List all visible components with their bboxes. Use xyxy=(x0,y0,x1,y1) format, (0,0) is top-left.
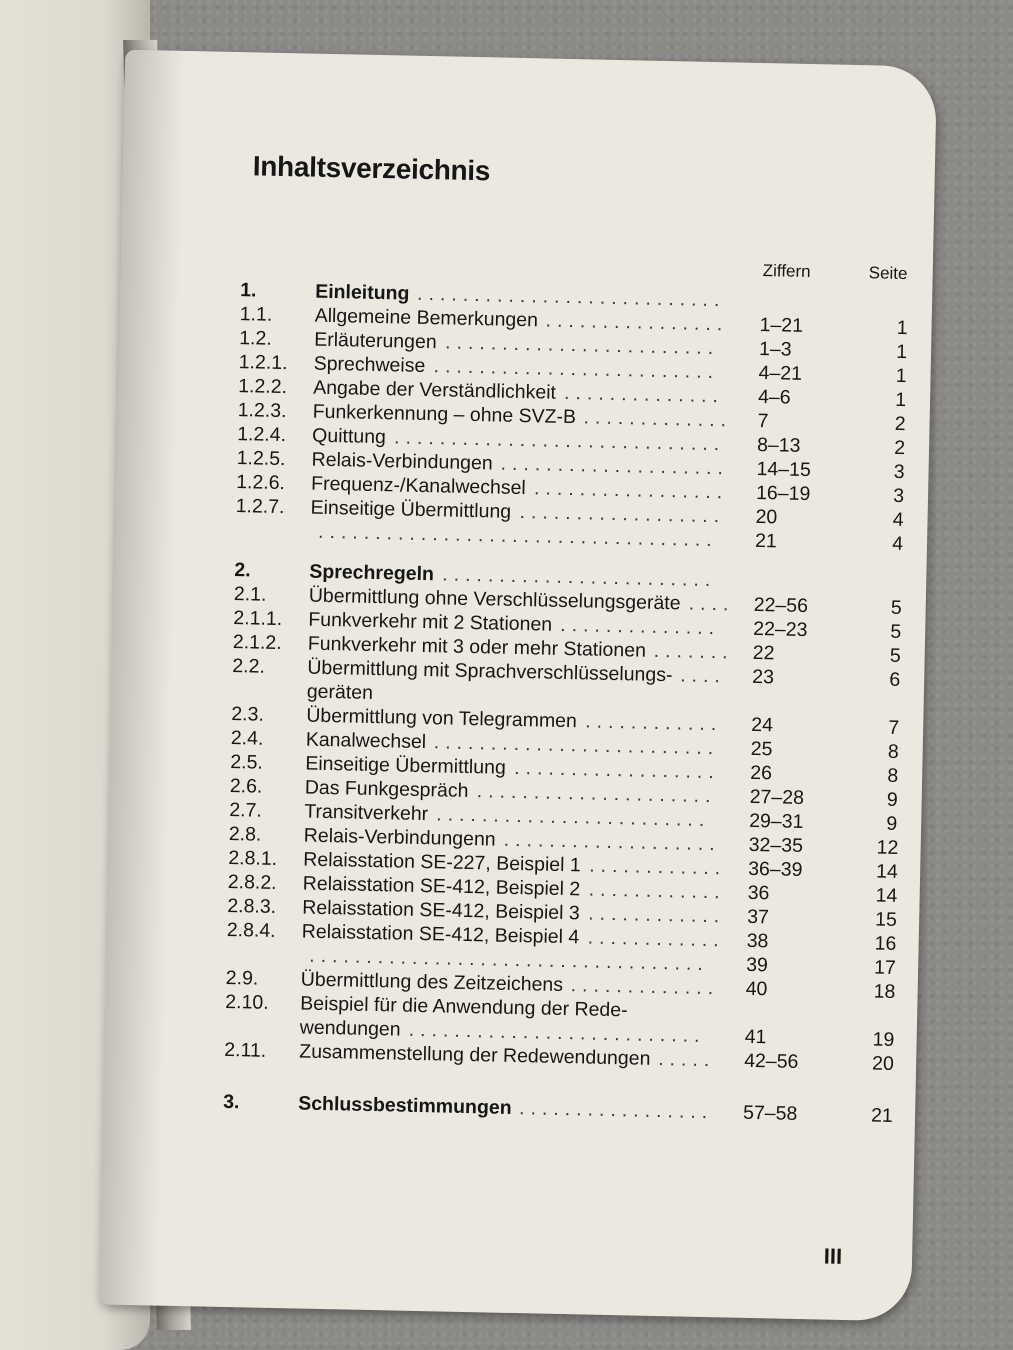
toc-entry-seite: 17 xyxy=(873,956,897,979)
leader-dots: ......................... xyxy=(433,731,720,760)
toc-entry-number: 2.4. xyxy=(230,727,264,750)
toc-entry-seite: 8 xyxy=(887,764,899,787)
toc-entry-seite: 1 xyxy=(895,340,908,364)
toc-entry-number: 1.2.3. xyxy=(237,399,287,423)
toc-entry-seite: 16 xyxy=(874,932,897,955)
toc-entry-ziffer: 16–19 xyxy=(755,481,811,506)
toc-entry-label: Relaisstation SE-412, Beispiel 2 xyxy=(302,872,581,901)
toc-entry-seite: 5 xyxy=(890,620,902,644)
toc-entry-ziffer: 4–21 xyxy=(758,361,803,385)
toc-entry-ziffer: 32–35 xyxy=(748,833,804,857)
toc-entry-ziffer: 36–39 xyxy=(747,857,803,881)
toc-entry-label: Erläuterungen xyxy=(313,328,437,354)
toc-entry-label: Übermittlung von Telegrammen xyxy=(306,704,578,733)
toc-entry-seite: 2 xyxy=(894,412,906,436)
toc-list xyxy=(103,276,932,1129)
toc-entry-label: Übermittlung mit Sprachverschlüsselungs- xyxy=(307,656,673,687)
page-content xyxy=(99,50,937,1322)
toc-entry-number: 2.1.1. xyxy=(233,607,283,631)
toc-entry-number: 1.2.1. xyxy=(238,351,288,375)
toc-entry-seite: 6 xyxy=(889,668,901,692)
toc-entry-number: 1.2.5. xyxy=(236,447,286,471)
toc-entry-ziffer: 7 xyxy=(757,409,769,433)
toc-entry-ziffer: 23 xyxy=(752,665,775,689)
column-header-seite: Seite xyxy=(868,263,908,284)
toc-entry-ziffer: 25 xyxy=(750,737,773,761)
toc-entry-number: 2.1. xyxy=(233,583,267,606)
toc-entry-label: Angabe der Verständlichkeit xyxy=(312,376,557,404)
toc-entry-ziffer: 41 xyxy=(744,1025,767,1049)
toc-entry-number: 1.2.6. xyxy=(235,471,286,495)
toc-entry-label: Einleitung xyxy=(314,280,410,305)
toc-entry-ziffer: 1–21 xyxy=(759,313,804,337)
toc-entry-ziffer: 57–58 xyxy=(742,1101,798,1125)
toc-entry-label: Relaisstation SE-412, Beispiel 4 xyxy=(301,920,580,949)
toc-entry-label: Relaisstation SE-412, Beispiel 3 xyxy=(302,896,580,925)
leader-dots: ................. xyxy=(518,1097,714,1124)
toc-entry-number: 1. xyxy=(239,279,257,302)
toc-entry-ziffer: 40 xyxy=(745,977,768,1001)
toc-entry-number: 2.1.2. xyxy=(232,631,282,655)
toc-entry-label: Sprechweise xyxy=(313,352,426,377)
toc-entry-label: Einseitige Übermittlung xyxy=(310,496,512,523)
leader-dots: ............ xyxy=(587,926,725,952)
leader-dots: ................................... xyxy=(309,944,710,976)
toc-entry-label: Quittung xyxy=(311,424,387,449)
toc-entry-label: Allgemeine Bemerkungen xyxy=(314,304,539,332)
toc-entry-seite: 9 xyxy=(886,812,898,835)
toc-entry-label: Das Funkgespräch xyxy=(304,776,469,802)
toc-entry-label: Schlussbestimmungen xyxy=(297,1092,512,1119)
toc-entry-number: 2.8.2. xyxy=(227,870,277,894)
toc-entry-seite: 8 xyxy=(887,740,899,763)
leader-dots: ....... xyxy=(653,639,734,664)
toc-entry-number: 1.1. xyxy=(239,303,273,326)
toc-entry-label: Kanalwechsel xyxy=(305,728,427,754)
toc-entry-seite: 2 xyxy=(893,436,906,460)
toc-entry-number: 2.10. xyxy=(225,990,269,1014)
leader-dots: .............. xyxy=(563,381,725,408)
leader-dots: .... xyxy=(688,592,735,616)
toc-entry-number: 2. xyxy=(234,559,251,582)
toc-entry-number: 2.9. xyxy=(225,966,259,990)
toc-entry-label: Beispiel für die Anwendung der Rede- xyxy=(300,992,628,1022)
leader-dots: ............. xyxy=(570,974,720,1000)
toc-entry-number: 2.3. xyxy=(231,703,265,726)
toc-entry-number: 2.7. xyxy=(229,798,263,822)
toc-entry-ziffer: 22–56 xyxy=(753,593,809,618)
toc-entry-ziffer: 42–56 xyxy=(743,1049,799,1073)
toc-entry-seite: 14 xyxy=(875,884,898,907)
toc-entry-number: 1.2.7. xyxy=(235,495,285,519)
toc-entry-number: 3. xyxy=(222,1090,240,1114)
toc-entry-label: Zusammenstellung der Redewendungen xyxy=(299,1040,651,1070)
toc-entry-number: 2.5. xyxy=(230,750,264,774)
toc-entry-seite: 5 xyxy=(889,644,901,668)
toc-entry-ziffer: 26 xyxy=(749,761,773,785)
toc-entry xyxy=(103,1087,915,1128)
toc-entry-label: geräten xyxy=(306,680,374,704)
toc-entry-label: Funkverkehr mit 2 Stationen xyxy=(308,608,553,636)
leader-dots: ............. xyxy=(583,406,733,432)
toc-entry-label: Transitverkehr xyxy=(304,800,429,826)
toc-entry-seite: 20 xyxy=(871,1052,895,1075)
toc-entry-label: Übermittlung ohne Verschlüsselungsgeräte xyxy=(308,584,681,615)
toc-entry-label: Funkerkennung – ohne SVZ-B xyxy=(312,400,577,429)
page-number: III xyxy=(823,1243,843,1269)
toc-entry-label: Relais-Verbindungenn xyxy=(303,824,496,851)
leader-dots: ................... xyxy=(503,828,721,856)
toc-entry-seite: 9 xyxy=(886,788,898,811)
column-header-ziffern: Ziffern xyxy=(762,261,811,282)
toc-entry-ziffer: 39 xyxy=(745,953,769,977)
toc-entry-seite: 14 xyxy=(875,860,899,883)
toc-entry-number: 2.8.3. xyxy=(227,894,277,918)
leader-dots: .................... xyxy=(500,452,730,480)
leader-dots: ........................ xyxy=(444,331,720,360)
toc-entry-ziffer: 36 xyxy=(747,881,770,905)
toc-entry-seite: 7 xyxy=(888,716,900,739)
toc-entry-seite: 21 xyxy=(870,1104,894,1127)
toc-entry-seite: 1 xyxy=(895,364,907,388)
leader-dots: ................................... xyxy=(317,520,718,552)
toc-entry-seite: 4 xyxy=(892,508,904,532)
toc-entry-label: Relaisstation SE-227, Beispiel 1 xyxy=(303,848,581,877)
toc-entry-ziffer: 38 xyxy=(746,929,769,953)
toc-entry-number: 2.6. xyxy=(229,774,263,798)
leader-dots: .............. xyxy=(560,613,721,640)
toc-entry-seite: 3 xyxy=(893,460,905,484)
toc-entry-seite: 1 xyxy=(894,388,907,412)
toc-entry-number: 2.8. xyxy=(228,822,262,846)
toc-entry-number: 2.2. xyxy=(232,655,266,678)
toc-entry-ziffer: 4–6 xyxy=(757,385,791,409)
leader-dots: ........................ xyxy=(436,803,711,832)
leader-dots: ..... xyxy=(657,1048,716,1072)
toc-entry-ziffer: 37 xyxy=(746,905,770,929)
book-page xyxy=(99,50,937,1322)
toc-entry-ziffer: 1–3 xyxy=(758,337,792,361)
toc-entry-number: 2.11. xyxy=(224,1038,267,1062)
leader-dots: ........................ xyxy=(442,563,717,592)
toc-entry-seite: 18 xyxy=(873,980,896,1003)
leader-dots: ................. xyxy=(533,477,729,504)
leader-dots: ............ xyxy=(588,878,726,904)
toc-entry-label: Relais-Verbindungen xyxy=(311,448,493,475)
leader-dots: .......................... xyxy=(408,1018,706,1048)
toc-entry-ziffer: 14–15 xyxy=(756,457,812,482)
toc-entry-number: 1.2.4. xyxy=(236,423,287,447)
toc-entry-ziffer: 8–13 xyxy=(756,433,801,457)
toc-entry-number: 1.2.2. xyxy=(237,375,288,399)
toc-entry-ziffer: 29–31 xyxy=(748,809,804,834)
leader-dots: ................ xyxy=(545,309,729,336)
toc-entry-seite: 3 xyxy=(892,484,905,508)
toc-entry-number: 2.8.1. xyxy=(228,846,278,870)
toc-entry-seite: 1 xyxy=(896,316,908,340)
toc-entry-label: Übermittlung des Zeitzeichens xyxy=(300,968,564,997)
leader-dots: ............................. xyxy=(393,426,726,456)
toc-entry-seite: 4 xyxy=(891,532,904,556)
leader-dots: .................. xyxy=(519,500,726,528)
toc-entry-ziffer: 22–23 xyxy=(753,617,808,642)
toc-entry-label: Einseitige Übermittlung xyxy=(305,752,507,779)
leader-dots: ............ xyxy=(585,710,723,736)
leader-dots: .... xyxy=(680,664,727,688)
toc-entry-ziffer: 27–28 xyxy=(749,785,805,810)
toc-entry-ziffer: 21 xyxy=(754,529,778,553)
leader-dots: ......................... xyxy=(433,355,720,384)
toc-entry-number: 1.2. xyxy=(238,327,272,350)
toc-entry-ziffer: 24 xyxy=(750,713,774,737)
toc-entry-seite: 5 xyxy=(890,596,902,620)
toc-entry-ziffer: 20 xyxy=(755,505,778,529)
leader-dots: ............ xyxy=(589,854,727,880)
toc-entry-label: Sprechregeln xyxy=(309,560,435,586)
toc-entry-label: wendungen xyxy=(299,1016,401,1041)
page-title: Inhaltsverzeichnis xyxy=(252,150,491,187)
toc-entry-seite: 15 xyxy=(874,908,898,931)
leader-dots: ............ xyxy=(588,902,726,928)
toc-entry-seite: 19 xyxy=(872,1028,895,1051)
toc-entry-ziffer: 22 xyxy=(752,641,775,665)
toc-entry-number: 2.8.4. xyxy=(226,918,276,942)
toc-entry-label: Funkverkehr mit 3 oder mehr Stationen xyxy=(307,632,647,662)
leader-dots: ..................... xyxy=(476,780,717,808)
toc-entry-label: Frequenz-/Kanalwechsel xyxy=(310,472,526,500)
leader-dots: .................. xyxy=(514,756,720,784)
leader-dots: ........................... xyxy=(416,282,726,312)
toc-entry-seite: 12 xyxy=(876,836,899,859)
